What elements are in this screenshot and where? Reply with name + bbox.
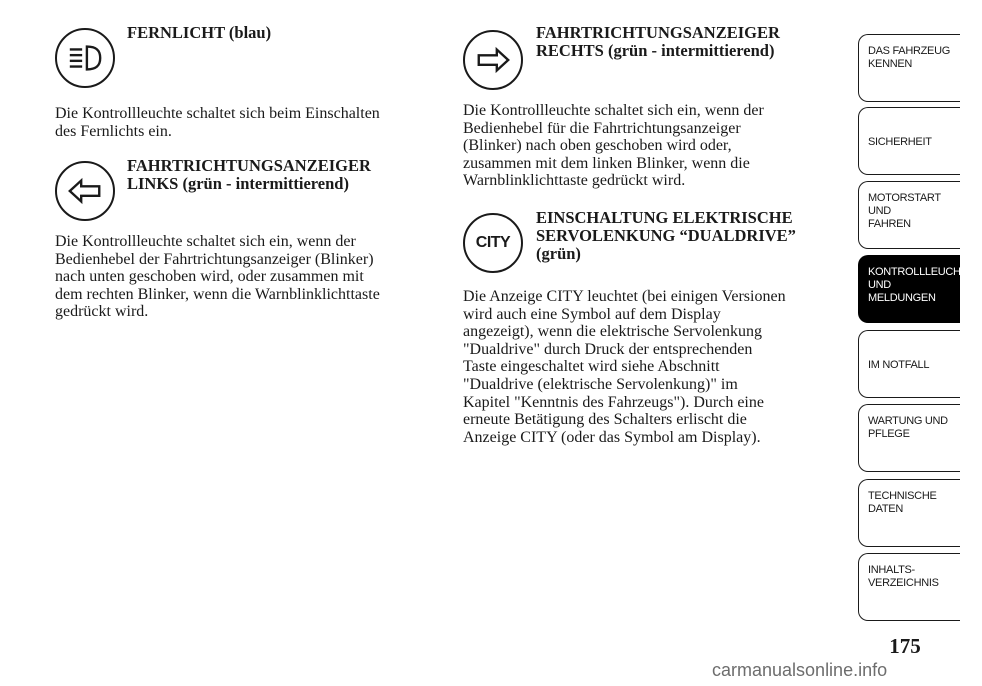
- section-title-fernlicht: FERNLICHT (blau): [127, 23, 272, 42]
- section-title-blinker-rechts: FAHRTRICHTUNGSANZEIGER RECHTS (grün - intermittierend): [536, 23, 780, 60]
- section-text-dualdrive: Die Anzeige CITY leuchtet (bei einigen Versionen wird auch eine Symbol auf dem Display angezeigt), wenn die elektrische Servolenkung "Dualdrive" durch Druck der entsprechenden Taste eingeschaltet wird siehe Abschnitt "Dualdrive (elektrische Servolenkung)" im Kapitel "Kenntnis des Fahrzeugs"). Durch eine erneute Betätigung des Schalters erlischt die Anzeige CITY (oder das Symbol am Display).: [463, 288, 786, 446]
- high-beam-icon: [66, 39, 104, 77]
- page-number: 175: [889, 634, 921, 658]
- tab-wartung-und-pflege[interactable]: WARTUNG UND PFLEGE: [858, 404, 960, 472]
- right-turn-indicator: [463, 30, 523, 90]
- city-indicator: [463, 213, 523, 273]
- tab-technische-daten[interactable]: TECHNISCHE DATEN: [858, 479, 960, 547]
- tab-inhaltsverzeichnis[interactable]: INHALTS- VERZEICHNIS: [858, 553, 960, 621]
- left-turn-indicator: [55, 161, 115, 221]
- section-text-blinker-rechts: Die Kontrollleuchte schaltet sich ein, wenn der Bedienhebel für die Fahrtrichtungsanzeiger (Blinker) nach oben geschoben wird oder, zusammen mit dem linken Blinker, wenn die Warnblinklichttaste gedrückt wird.: [463, 102, 764, 190]
- city-icon: CITY: [475, 234, 511, 251]
- tab-sicherheit[interactable]: SICHERHEIT: [858, 107, 960, 175]
- tab-kontrollleuchten-und-meldungen[interactable]: KONTROLLLEUCHTEN UND MELDUNGEN: [858, 255, 960, 323]
- tab-das-fahrzeug-kennen[interactable]: DAS FAHRZEUG KENNEN: [858, 34, 960, 102]
- tab-motorstart-und-fahren[interactable]: MOTORSTART UND FAHREN: [858, 181, 960, 249]
- chapter-sidebar: [858, 0, 982, 686]
- tab-im-notfall[interactable]: IM NOTFALL: [858, 330, 960, 398]
- section-title-dualdrive: EINSCHALTUNG ELEKTRISCHE SERVOLENKUNG “DUALDRIVE” (grün): [536, 208, 796, 263]
- arrow-left-icon: [66, 172, 104, 210]
- section-text-blinker-links: Die Kontrollleuchte schaltet sich ein, wenn der Bedienhebel der Fahrtrichtungsanzeiger (Blinker) nach unten geschoben wird, oder zusammen mit dem rechten Blinker, wenn die Warnblinklichttaste gedrückt wird.: [55, 233, 380, 321]
- arrow-right-icon: [474, 41, 512, 79]
- section-text-fernlicht: Die Kontrollleuchte schaltet sich beim Einschalten des Fernlichts ein.: [55, 105, 380, 140]
- section-title-blinker-links: FAHRTRICHTUNGSANZEIGER LINKS (grün - intermittierend): [127, 156, 371, 193]
- high-beam-indicator: [55, 28, 115, 88]
- watermark: carmanualsonline.info: [712, 660, 888, 680]
